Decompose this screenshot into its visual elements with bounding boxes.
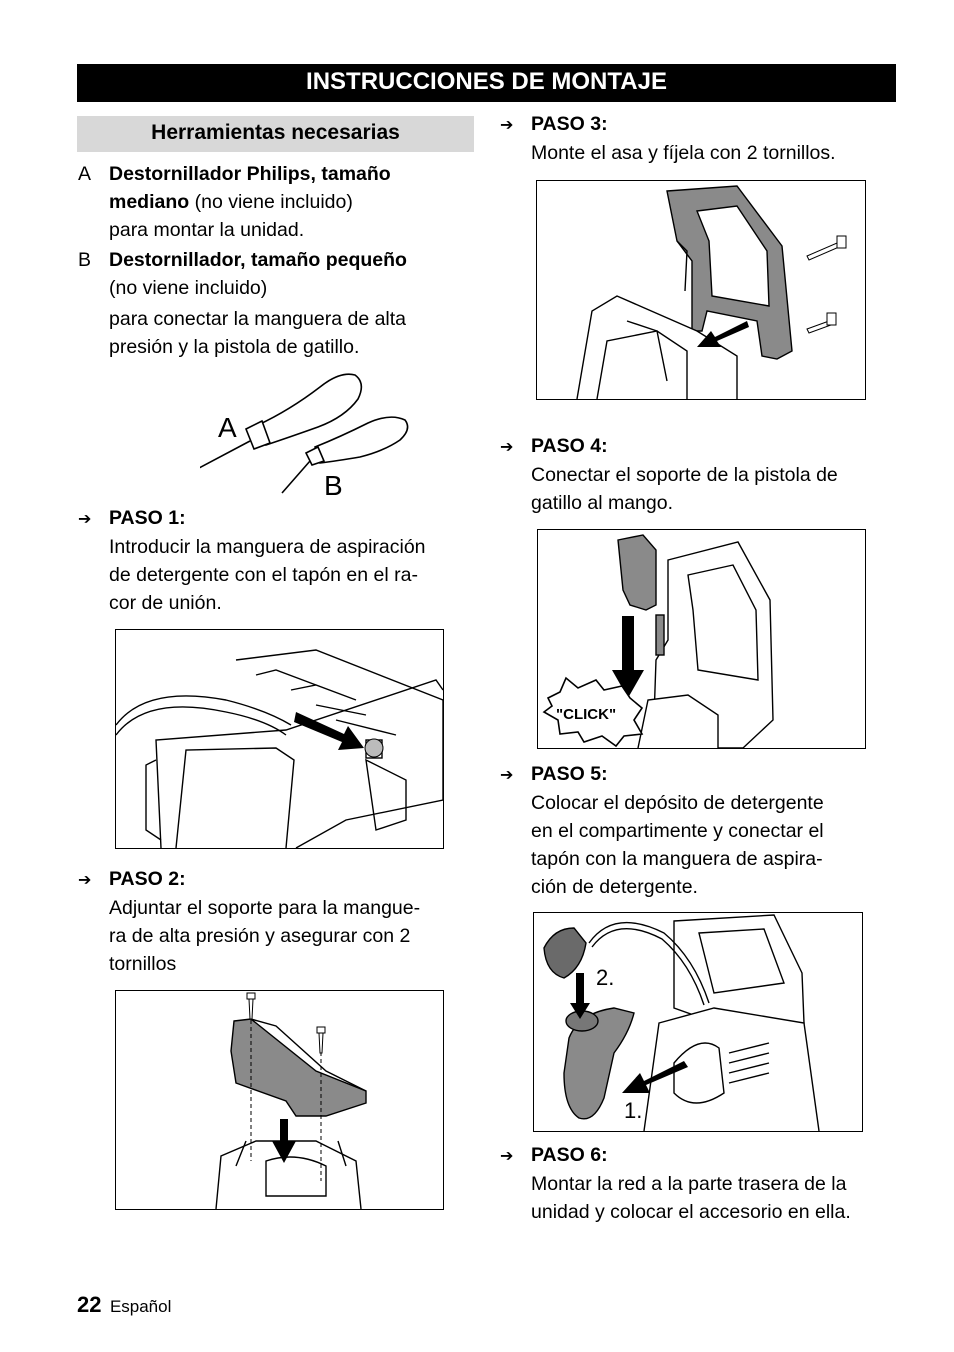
tools-heading: Herramientas necesarias — [77, 116, 474, 152]
tool-b-bold1: Destornillador, tamaño pequeño — [109, 249, 407, 271]
tool-b-line2: (no viene incluido) — [109, 277, 268, 299]
tool-b-line3: para conectar la manguera de alta — [109, 308, 407, 330]
step4-arrow: ➔ — [500, 439, 514, 456]
tool-b-line4: presión y la pistola de gatillo. — [109, 336, 360, 358]
tool-a-bold1: Destornillador Philips, tamaño — [109, 163, 391, 185]
screwdrivers-illustration — [200, 365, 420, 505]
step1-arrow: ➔ — [78, 511, 92, 528]
step1-figure — [115, 629, 444, 849]
step2-figure — [115, 990, 444, 1210]
label-2: 2. — [596, 965, 615, 990]
section-title: INSTRUCCIONES DE MONTAJE — [77, 64, 896, 102]
tool-a-line3: para montar la unidad. — [109, 219, 305, 241]
step3-title: PASO 3: — [531, 113, 608, 135]
step1-title: PASO 1: — [109, 507, 186, 529]
step2-arrow: ➔ — [78, 872, 92, 889]
step1-text: Introducir la manguera de aspiración de detergente con el tapón en el ra- cor de unión. — [109, 536, 426, 614]
step6-arrow: ➔ — [500, 1148, 514, 1165]
page-number: 22 — [77, 1292, 102, 1317]
tool-a-letter: A — [78, 163, 92, 185]
label-b: B — [324, 470, 343, 501]
step4-figure — [537, 529, 866, 749]
label-a: A — [218, 412, 237, 443]
step2-text: Adjuntar el soporte para la mangue- ra de alta presión y asegurar con 2 tornillos — [109, 897, 421, 975]
tool-a-text — [109, 160, 479, 244]
step4-text: Conectar el soporte de la pistola de gatillo al mango. — [531, 464, 838, 514]
step5-text: Colocar el depósito de detergente en el compartimente y conectar el tapón con la manguera de aspira- ción de detergente. — [531, 792, 824, 898]
step6-text: Montar la red a la parte trasera de la unidad y colocar el accesorio en ella. — [531, 1173, 851, 1223]
step4-title: PASO 4: — [531, 435, 608, 457]
step5-title: PASO 5: — [531, 763, 608, 785]
tool-b-text — [109, 246, 479, 361]
tool-a-bold2: mediano — [109, 191, 190, 213]
tool-b-letter: B — [78, 249, 92, 271]
step2-title: PASO 2: — [109, 868, 186, 890]
step5-arrow: ➔ — [500, 767, 514, 784]
page-footer — [77, 1292, 171, 1318]
step5-figure — [533, 912, 863, 1132]
click-label: "CLICK" — [556, 706, 617, 723]
step3-text: Monte el asa y fíjela con 2 tornillos. — [531, 142, 836, 164]
label-1: 1. — [624, 1098, 643, 1123]
footer-language: Español — [109, 1297, 172, 1316]
step3-figure — [536, 180, 866, 400]
step6-title: PASO 6: — [531, 1144, 608, 1166]
step3-arrow: ➔ — [500, 117, 514, 134]
tool-a-rest: (no viene incluido) — [189, 191, 353, 213]
